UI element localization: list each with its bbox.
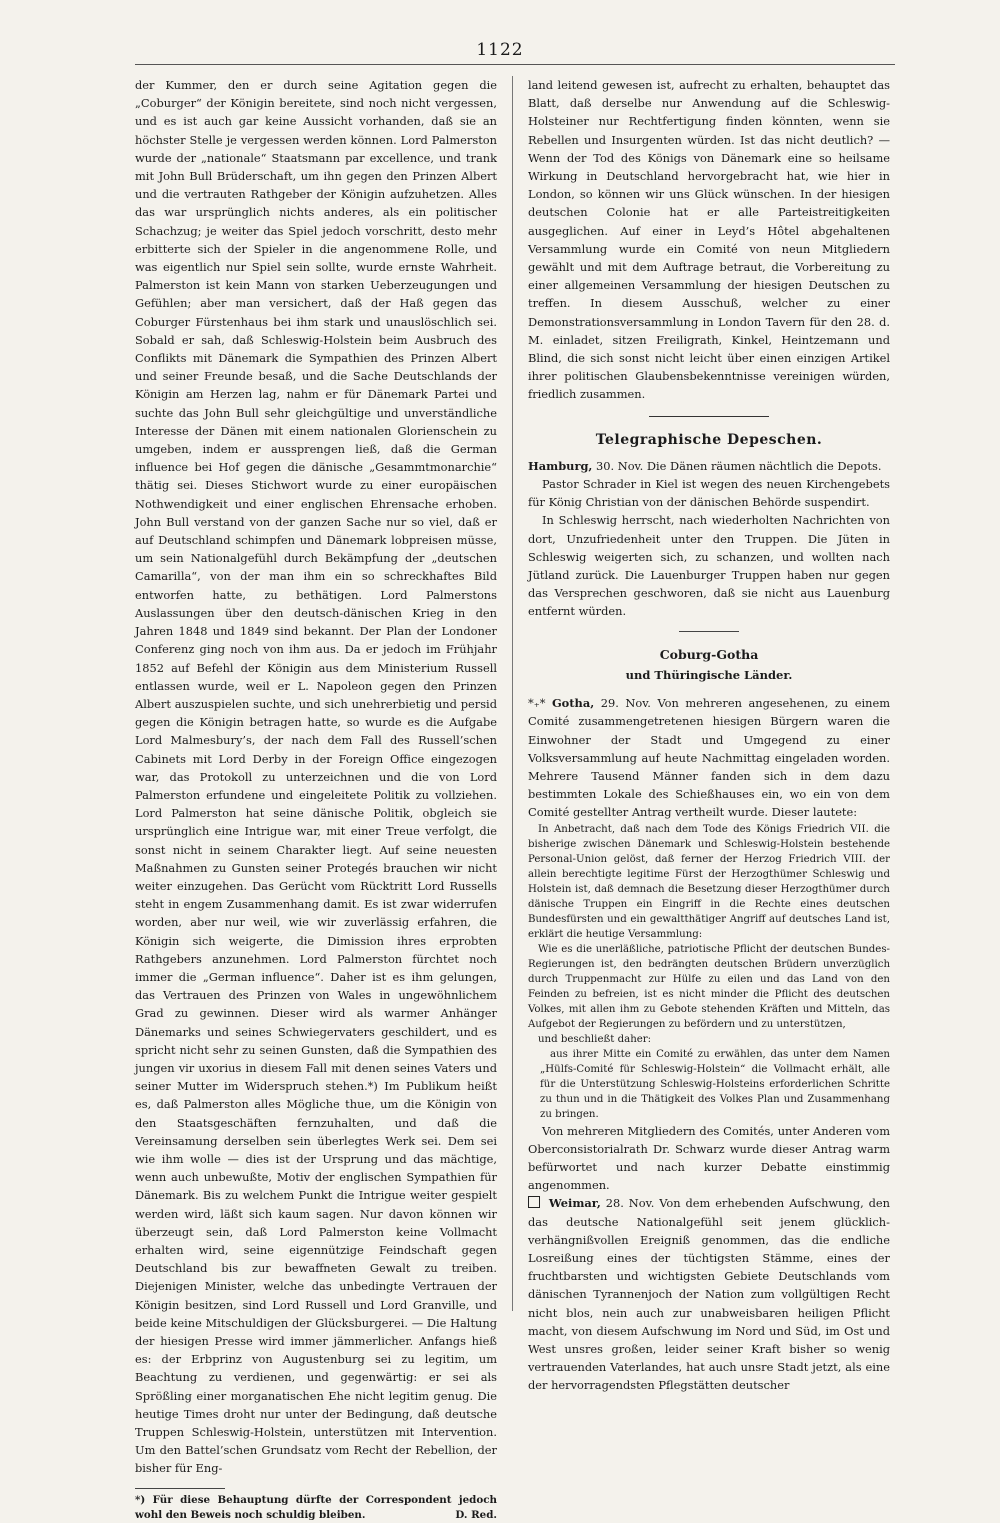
weimar-report [528, 1194, 890, 1394]
column-divider [512, 76, 513, 1311]
left-column [135, 76, 497, 1523]
dateline-date: 30. Nov. [596, 458, 644, 473]
footnote [135, 1493, 497, 1523]
dateline-place: Gotha, [551, 696, 595, 711]
footnote-signature: D. Red. [455, 1508, 497, 1521]
resolution-paragraph: aus ihrer Mitte ein Comité zu erwählen, das unter dem Namen „Hülfs-Comité für Schleswig-Holstein“ die Vollmacht erhält, alle für die Unterstützung Schleswig-Holsteins erforderlichen Schritte zu thun und in die Thätigkeit des Volkes Plan und Zusammenhang zu bringen. [540, 1048, 890, 1120]
article-paragraph: land leitend gewesen ist, aufrecht zu erhalten, behauptet das Blatt, daß derselbe nur Anwendung auf die Schleswig-Holsteiner nur Rechtfertigung finden könnten, wenn sie Rebellen und Insurgenten würden. Ist das nicht deutlich? — Wenn der Tod des Königs von Dänemark eine so heilsame Wirkung in Deutschland hervorgebracht hat, wie hier in London, so können wir uns Glück wünschen. In der hiesigen deutschen Colonie hat er alle Parteistreitigkeiten ausgeglichen. Auf einer in Leyd’s Hôtel abgehaltenen Versammlung wurde ein Comité von neun Mitgliedern gewählt und mit dem Auftrage betraut, die Vorbereitung zu einer allgemeinen Versammlung der hiesigen Deutschen zu treffen. In diesem Ausschuß, welcher zu einer Demonstrationsversammlung in London Tavern für den 28. d. M. einladet, sitzen Freiligrath, Kinkel, Heintzemann und Blind, die sich sonst nicht leicht über einen einzigen Artikel ihrer politischen Glaubensbekenntnisse vereinigen würden, friedlich zusammen. [528, 78, 890, 402]
article-paragraph: der Kummer, den er durch seine Agitation gegen die „Coburger“ der Königin bereitete, sind noch nicht vergessen, und es ist auch gar keine Aussicht vorhanden, daß sie an höchster Stelle je vergessen werden können. Lord Palmerston wurde der „nationale“ Staatsmann par excellence, und trank mit John Bull Brüderschaft, um ihn gegen den Prinzen Albert und die vertrauten Rathgeber der Königin aufzuhetzen. Alles das war ursprünglich nichts anderes, als ein politischer Schachzug; je weiter das Spiel jedoch vorschritt, desto mehr erbitterte sich der Spieler in die angenommene Rolle, und was eigentlich nur Spiel sein sollte, wurde ernste Wahrheit. Palmerston ist kein Mann von starken Ueberzeugungen und Gefühlen; aber man versichert, daß der Haß gegen das Coburger Fürstenhaus bei ihm stark und unauslöschlich sei. Sobald er sah, daß Schleswig-Holstein beim Ausbruch des Conflikts mit Dänemark die Sympathien des Prinzen Albert und seiner Freunde besaß, und die Sache Deutschlands der Königin am Herzen lag, nahm er für Dänemark Partei und suchte das John Bull sehr gleichgültige und unverständliche Interesse der Dänen mit einem nationalen Glorienschein zu umgeben, indem er aussprengen ließ, daß die German influence bei Hof gegen die dänische „Gesammtmonarchie“ thätig sei. Dieses Stichwort wurde zu einer europäischen Nothwendigkeit und einer englischen Ehrensache erhoben. John Bull verstand von der ganzen Sache nur so viel, daß er auf Deutschland schimpfen und Dänemark lobpreisen müsse, um sein Nationalgefühl durch Bekämpfung der „deutschen Camarilla“, von der man ihm ein so schreckhaftes Bild entworfen hatte, zu bethätigen. Lord Palmerstons Auslassungen über den deutsch-dänischen Krieg in den Jahren 1848 und 1849 sind bekannt. Der Plan der Londoner Conferenz ging noch von ihm aus. Da er jedoch im Frühjahr 1852 auf Befehl der Königin aus dem Ministerium Russell entlassen wurde, weil er L. Napoleon gegen den Prinzen Albert auszuspielen suchte, und sich unehrerbietig und persid gegen die Königin betragen hatte, so wurde es die Aufgabe Lord Malmesbury’s, der nach dem Fall des Russell’schen Cabinets mit Lord Derby in der Foreign Office eingezogen war, das Protokoll zu unterzeichnen und die von Lord Palmerston erfundene und eingeleitete Politik zu vollziehen. Lord Palmerston hat seine dänische Politik, obgleich sie ursprünglich eine Intrigue war, mit einer Treue verfolgt, die sonst nicht in seinem Charakter liegt. Auf seine neuesten Maßnahmen zu Gunsten seiner Protegés brauchen wir nicht weiter einzugehen. Das Gerücht vom Rücktritt Lord Russells steht in engem Zusammenhang damit. Es ist zwar widerrufen worden, aber nur weil, wie wir zuverlässig erfahren, die Königin sich weigerte, die Dimission ihres erprobten Rathgebers anzunehmen. Lord Palmerston fürchtet noch immer die „German influence“. Daher ist es ihm gelungen, das Vertrauen des Prinzen von Wales in ungewöhnlichem Grad zu gewinnen. Dieser wird als warmer Anhänger Dänemarks und seines Schwiegervaters geschildert, und es spricht nicht sehr zu seinen Gunsten, daß die Sympathien des jungen vir uxorius in diesem Fall mit denen seines Vaters und seiner Mutter im Widerspruch stehen.*) Im Publikum heißt es, daß Palmerston alles Mögliche thue, um die Königin von den Staatsgeschäften fernzuhalten, und daß die Vereinsamung derselben sein überlegtes Werk sei. Dem sei wie ihm wolle — dies ist der Ursprung und das mächtige, wenn auch unbewußte, Motiv der englischen Sympathien für Dänemark. Bis zu welchem Punkt die Intrigue weiter gespielt werden wird, läßt sich kaum sagen. Nur davon können wir überzeugt sein, daß Lord Palmerston keine Vollmacht erhalten wird, seine eigennützige Feindschaft gegen Deutschland bis zur bewaffneten Gewalt zu treiben. Diejenigen Minister, welche das unbedingte Vertrauen der Königin besitzen, sind Lord Russell und Lord Granville, und beide keine Mitschuldigen der Glücksburgerei. — Die Haltung der hiesigen Presse wird immer jämmerlicher. Anfangs hieß es: der Erbprinz von Augustenburg sei zu legitim, um Beachtung zu verdienen, und gegenwärtig: er sei als Sprößling einer morganatischen Ehe nicht legitim genug. Die heutige Times droht nur unter der Bedingung, daß deutsche Truppen Schleswig-Holstein, unterstützen mit Intervention. Um den Battel’schen Grundsatz vom Recht der Rebellion, der bisher für Eng- [135, 78, 497, 1476]
section-separator [679, 631, 739, 632]
dispatch-text: Die Dänen räumen nächtlich die Depots. [646, 458, 882, 473]
page-number: 1122 [476, 40, 524, 60]
report-text: Von mehreren angesehenen, zu einem Comité zusammengetretenen hiesigen Bürgern waren die Einwohner der Stadt und Umgegend zu einer Volksversammlung auf heute Nachmittag eingeladen worden. Mehrere Tausend Männer fanden sich in dem dazu bestimmten Lokale des Schießhauses ein, wo ein von dem Comité gestellter Antrag vertheilt wurde. Dieser lautete: [528, 696, 891, 820]
telegraph-dispatch [528, 457, 890, 475]
telegraph-paragraph: In Schleswig herrscht, nach wiederholten Nachrichten von dort, Unzufriedenheit unter den Truppen. Die Jüten in Schleswig weigerten sich, zu schanzen, und wollten nach Jütland zurück. Die Lauenburger Truppen haben nur gegen das Versprechen geschworen, daß sie nicht aus Lauenburg entfernt würden. [528, 513, 890, 619]
resolution-paragraph: Wie es die unerläßliche, patriotische Pflicht der deutschen Bundes-Regierungen ist, den bedrängten deutschen Brüdern unverzüglich durch Truppenmacht zur Hülfe zu eilen und das Land von den Feinden zu befreien, ist es nicht minder die Pflicht des deutschen Volkes, mit allen ihm zu Gebote stehenden Kräften und Mitteln, das Aufgebot der Regierungen zu befördern und zu unterstützen, [528, 943, 890, 1030]
gotha-closing: Von mehreren Mitgliedern des Comités, unter Anderen vom Oberconsistorialrath Dr. Schwarz wurde dieser Antrag warm befürwortet und nach kurzer Debatte einstimmig angenommen. [528, 1123, 890, 1193]
section-separator [649, 416, 769, 417]
footnote-rule [135, 1488, 225, 1489]
resolution-text [528, 822, 890, 1122]
resolution-paragraph: In Anbetracht, daß nach dem Tode des Königs Friedrich VII. die bisherige zwischen Dänemark und Schleswig-Holstein bestehende Personal-Union gelöst, daß ferner der Herzog Friedrich VIII. der allein berechtigte legitime Fürst der Herzogthümer Schleswig und Holstein ist, daß demnach die Besetzung dieser Herzogthümer durch dänische Truppen ein Eingriff in die Rechte eines deutschen Bundesfürsten und ein gewaltthätiger Angriff auf deutsches Land ist, erklärt die heutige Versammlung: [528, 823, 890, 940]
right-column [528, 76, 890, 1395]
telegraph-heading: Telegraphische Depeschen. [595, 431, 823, 448]
dateline-date: 28. Nov. [605, 1196, 655, 1211]
dateline-date: 29. Nov. [600, 696, 651, 711]
telegraph-paragraph: Pastor Schrader in Kiel ist wegen des neuen Kirchengebets für König Christian von der dänischen Behörde suspendirt. [528, 477, 890, 510]
correspondent-marker: *₊* [528, 696, 546, 711]
header-rule [135, 64, 895, 65]
dateline-place: Hamburg, [528, 458, 593, 473]
section-heading: Coburg-Gotha [659, 646, 759, 662]
section-subheading: und Thüringische Länder. [625, 667, 793, 682]
report-text: Von dem erhebenden Aufschwung, den das deutsche Nationalgefühl seit jenem glücklich-verhängnißvollen Ereigniß genommen, das die endliche Losreißung eines der tüchtigsten Stämme, eines der fruchtbarsten und wichtigsten Gebiete Deutschlands vom dänischen Tyrannenjoch der Nation zum vollgültigen Recht nicht blos, nein auch zur unabweisbaren heiligen Pflicht macht, von diesem Aufschwung im Nord und Süd, im Ost und West unsres großen, leider seiner Kraft bisher so wenig vertrauenden Vaterlandes, hat auch unsre Stadt jetzt, als eine der hervorragendsten Pflegstätten deutscher [528, 1196, 891, 1393]
correspondent-box-icon [528, 1196, 540, 1208]
gotha-report [528, 694, 890, 821]
dateline-place: Weimar, [548, 1196, 601, 1211]
footnote-text: *) Für diese Behauptung dürfte der Correspondent jedoch wohl den Beweis noch schuldig bleiben. [135, 1493, 497, 1521]
resolution-paragraph: und beschließt daher: [538, 1033, 652, 1045]
